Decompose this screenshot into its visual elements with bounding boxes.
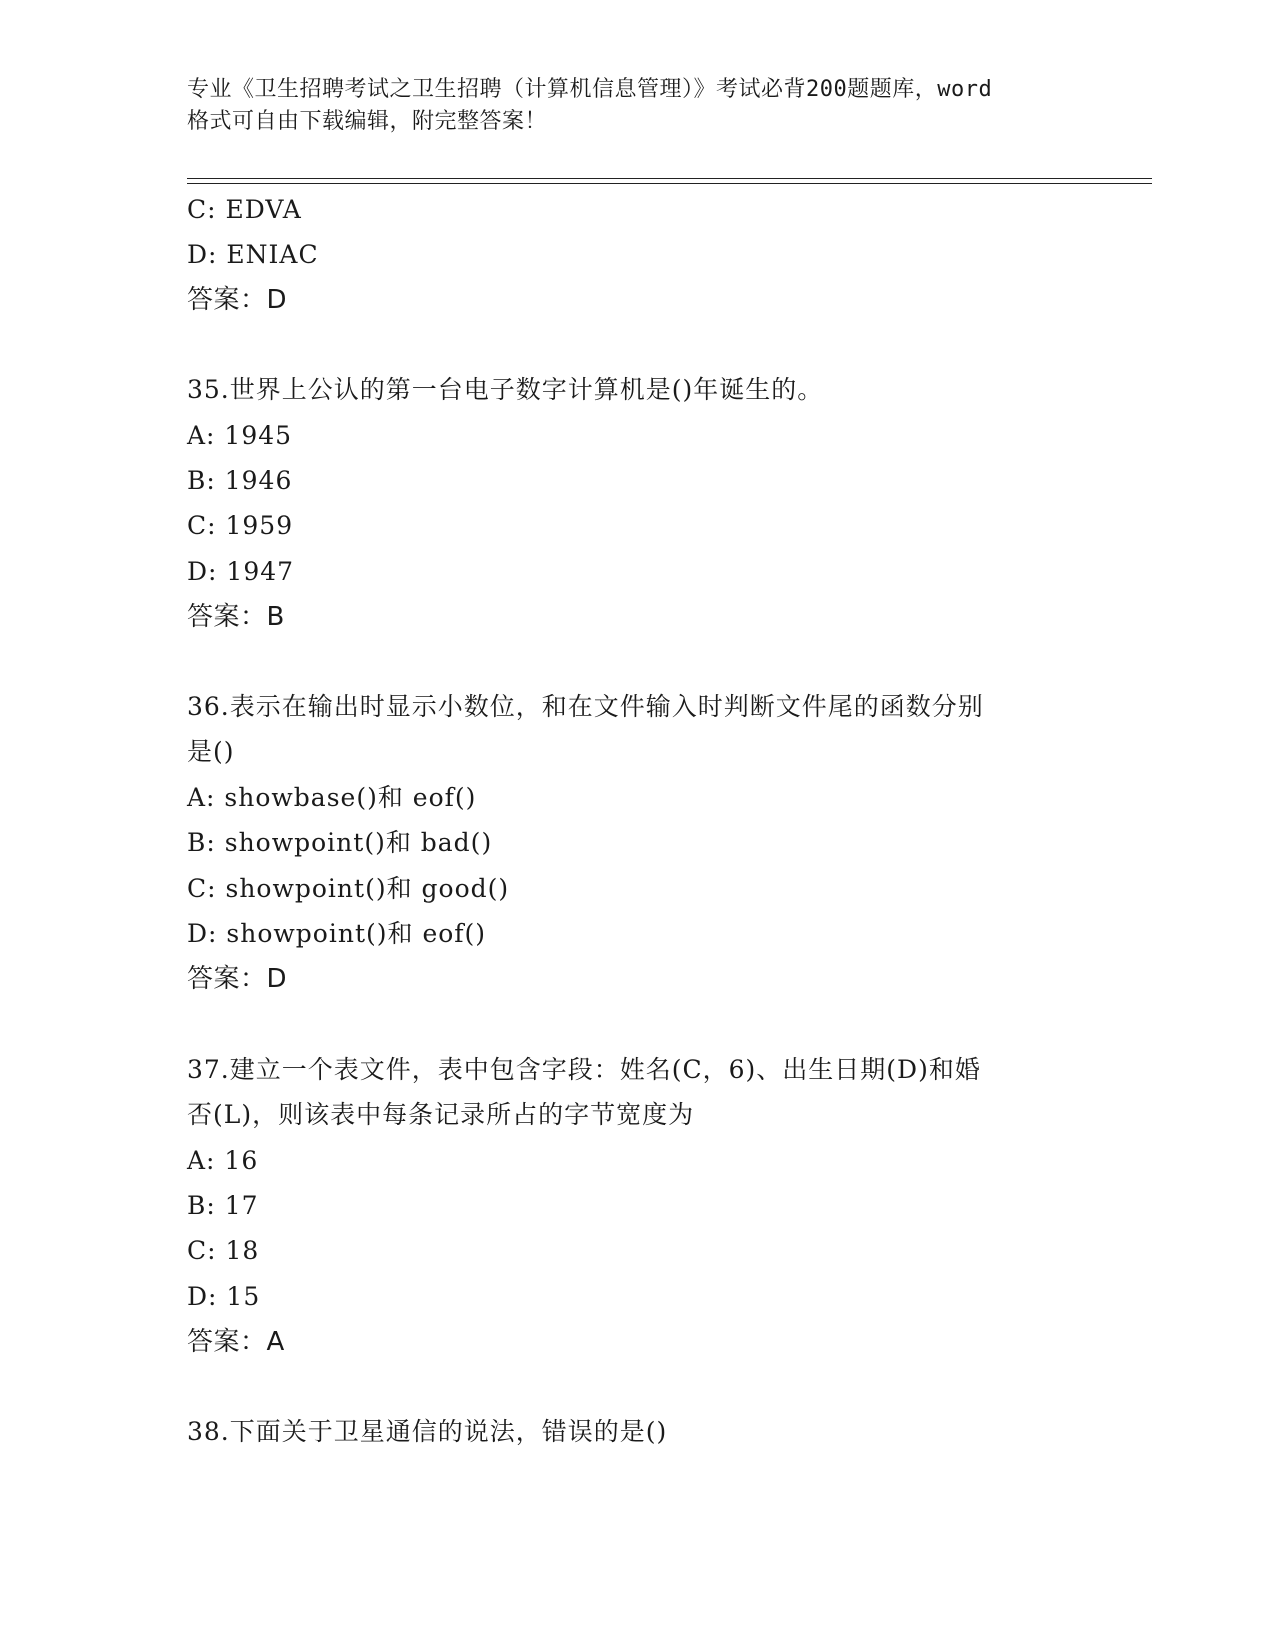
q37-option-b: B: 17 [187,1191,259,1220]
q35-option-d: D: 1947 [187,557,295,586]
q36-stem-line-1: 36.表示在输出时显示小数位，和在文件输入时判断文件尾的函数分别 [187,692,984,721]
prev-question-option-d: D: ENIAC [187,240,319,269]
q35-stem: 35.世界上公认的第一台电子数字计算机是()年诞生的。 [187,375,824,404]
header-divider-bottom [187,183,1152,184]
q37-option-c: C: 18 [187,1236,260,1265]
prev-question-answer: 答案：D [187,285,288,315]
q36-option-b: B: showpoint()和 bad() [187,828,493,857]
q35-option-a: A: 1945 [187,421,293,450]
q37-stem-line-2: 否(L)，则该表中每条记录所占的字节宽度为 [187,1100,695,1129]
q37-option-d: D: 15 [187,1282,261,1311]
q36-option-d: D: showpoint()和 eof() [187,919,487,948]
document-header [187,74,1087,138]
q37-answer: 答案：A [187,1327,285,1357]
prev-question-option-c: C: EDVA [187,195,302,224]
q38-stem: 38.下面关于卫星通信的说法，错误的是() [187,1417,668,1446]
header-title-line-2: 格式可自由下载编辑，附完整答案！ [187,109,548,134]
q37-option-a: A: 16 [187,1146,259,1175]
header-divider-top [187,178,1152,179]
q36-stem-line-2: 是() [187,737,235,766]
q35-answer: 答案：B [187,602,285,632]
q35-option-c: C: 1959 [187,511,294,540]
q37-stem-line-1: 37.建立一个表文件，表中包含字段：姓名(C，6)、出生日期(D)和婚 [187,1055,981,1084]
q36-option-c: C: showpoint()和 good() [187,874,510,903]
q35-option-b: B: 1946 [187,466,293,495]
q36-option-a: A: showbase()和 eof() [187,783,477,812]
header-title-line-1: 专业《卫生招聘考试之卫生招聘（计算机信息管理）》考试必背200题题库，word [187,77,993,102]
q36-answer: 答案：D [187,964,288,994]
